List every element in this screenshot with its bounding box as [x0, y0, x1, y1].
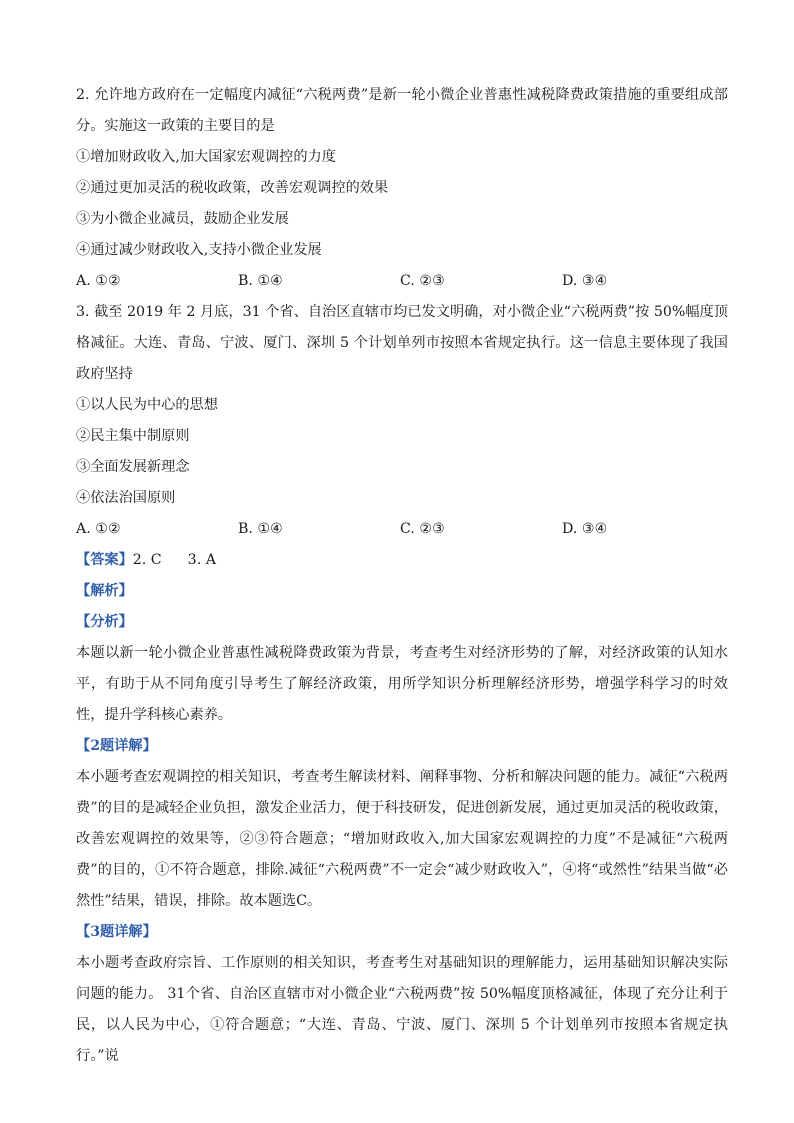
- question-3-item-2: ②民主集中制原则: [76, 428, 190, 444]
- question-2-item-1: ①增加财政收入,加大国家宏观调控的力度: [76, 149, 336, 165]
- detail-2-heading: 【2题详解】: [76, 738, 157, 754]
- question-3-options: [76, 514, 728, 545]
- question-2-option-b: B. ①④: [238, 273, 283, 289]
- question-2-option-c: C. ②③: [400, 273, 445, 289]
- question-2-option-a: A. ①②: [76, 273, 121, 289]
- analysis-heading: 【解析】: [76, 583, 133, 599]
- question-3-option-c: C. ②③: [400, 521, 445, 537]
- question-3-option-d: D. ③④: [562, 521, 608, 537]
- question-2-option-d: D. ③④: [562, 273, 608, 289]
- question-2-item-4: ④通过减少财政收入,支持小微企业发展: [76, 242, 322, 258]
- answer-q3: 3. A: [187, 552, 216, 568]
- answer-q2: 2. C: [132, 552, 162, 568]
- question-3-option-b: B. ①④: [238, 521, 283, 537]
- question-3-stem: 3. 截至 2019 年 2 月底，31 个省、自治区直辖市均已发文明确，对小微企业“六税两费”按 50%幅度顶格减征。大连、青岛、宁波、厦门、深圳 5 个计划单列市按照本省规定执行。这一信息主要体现了我国政府坚持: [76, 304, 728, 382]
- detail-3-paragraph: 本小题考查政府宗旨、工作原则的相关知识，考查考生对基础知识的理解能力，运用基础知识解决实际问题的能力。 31个省、自治区直辖市对小微企业“六税两费”按 50%幅度顶格减征，体现了充分让利于民，以人民为中心，①符合题意；“大连、青岛、宁波、厦门、深圳 5 个计划单列市按照本省规定执行。”说: [76, 955, 728, 1064]
- detail-2-paragraph: 本小题考查宏观调控的相关知识，考查考生解读材料、阐释事物、分析和解决问题的能力。减征“六税两费”的目的是减轻企业负担，激发企业活力，便于科技研发，促进创新发展，通过更加灵活的税收政策，改善宏观调控的效果等，②③符合题意；“增加财政收入,加大国家宏观调控的力度”不是减征“六税两费”的目的，①不符合题意，排除.减征“六税两费”不一定会“减少财政收入”，④将“或然性”结果当做“必然性”结果，错误，排除。故本题选C。: [76, 769, 728, 909]
- detail-3-heading: 【3题详解】: [76, 924, 157, 940]
- document-page: [76, 80, 728, 1072]
- question-2-options: [76, 266, 728, 297]
- question-2-item-2: ②通过更加灵活的税收政策，改善宏观调控的效果: [76, 180, 389, 196]
- answer-tag: 【答案】: [76, 552, 133, 568]
- fenxi-paragraph: 本题以新一轮小微企业普惠性减税降费政策为背景，考查考生对经济形势的了解，对经济政策的认知水平，有助于从不同角度引导考生了解经济政策，用所学知识分析理解经济形势，增强学科学习的时效性，提升学科核心素养。: [76, 645, 728, 723]
- question-3-item-3: ③全面发展新理念: [76, 459, 190, 475]
- question-2-item-3: ③为小微企业减员，鼓励企业发展: [76, 211, 289, 227]
- answer-line: [76, 545, 728, 576]
- fenxi-heading: 【分析】: [76, 614, 133, 630]
- question-2-stem: 2. 允许地方政府在一定幅度内减征“六税两费”是新一轮小微企业普惠性减税降费政策措施的重要组成部分。实施这一政策的主要目的是: [76, 87, 728, 134]
- question-3-item-4: ④依法治国原则: [76, 490, 176, 506]
- question-3-option-a: A. ①②: [76, 521, 121, 537]
- question-3-item-1: ①以人民为中心的思想: [76, 397, 218, 413]
